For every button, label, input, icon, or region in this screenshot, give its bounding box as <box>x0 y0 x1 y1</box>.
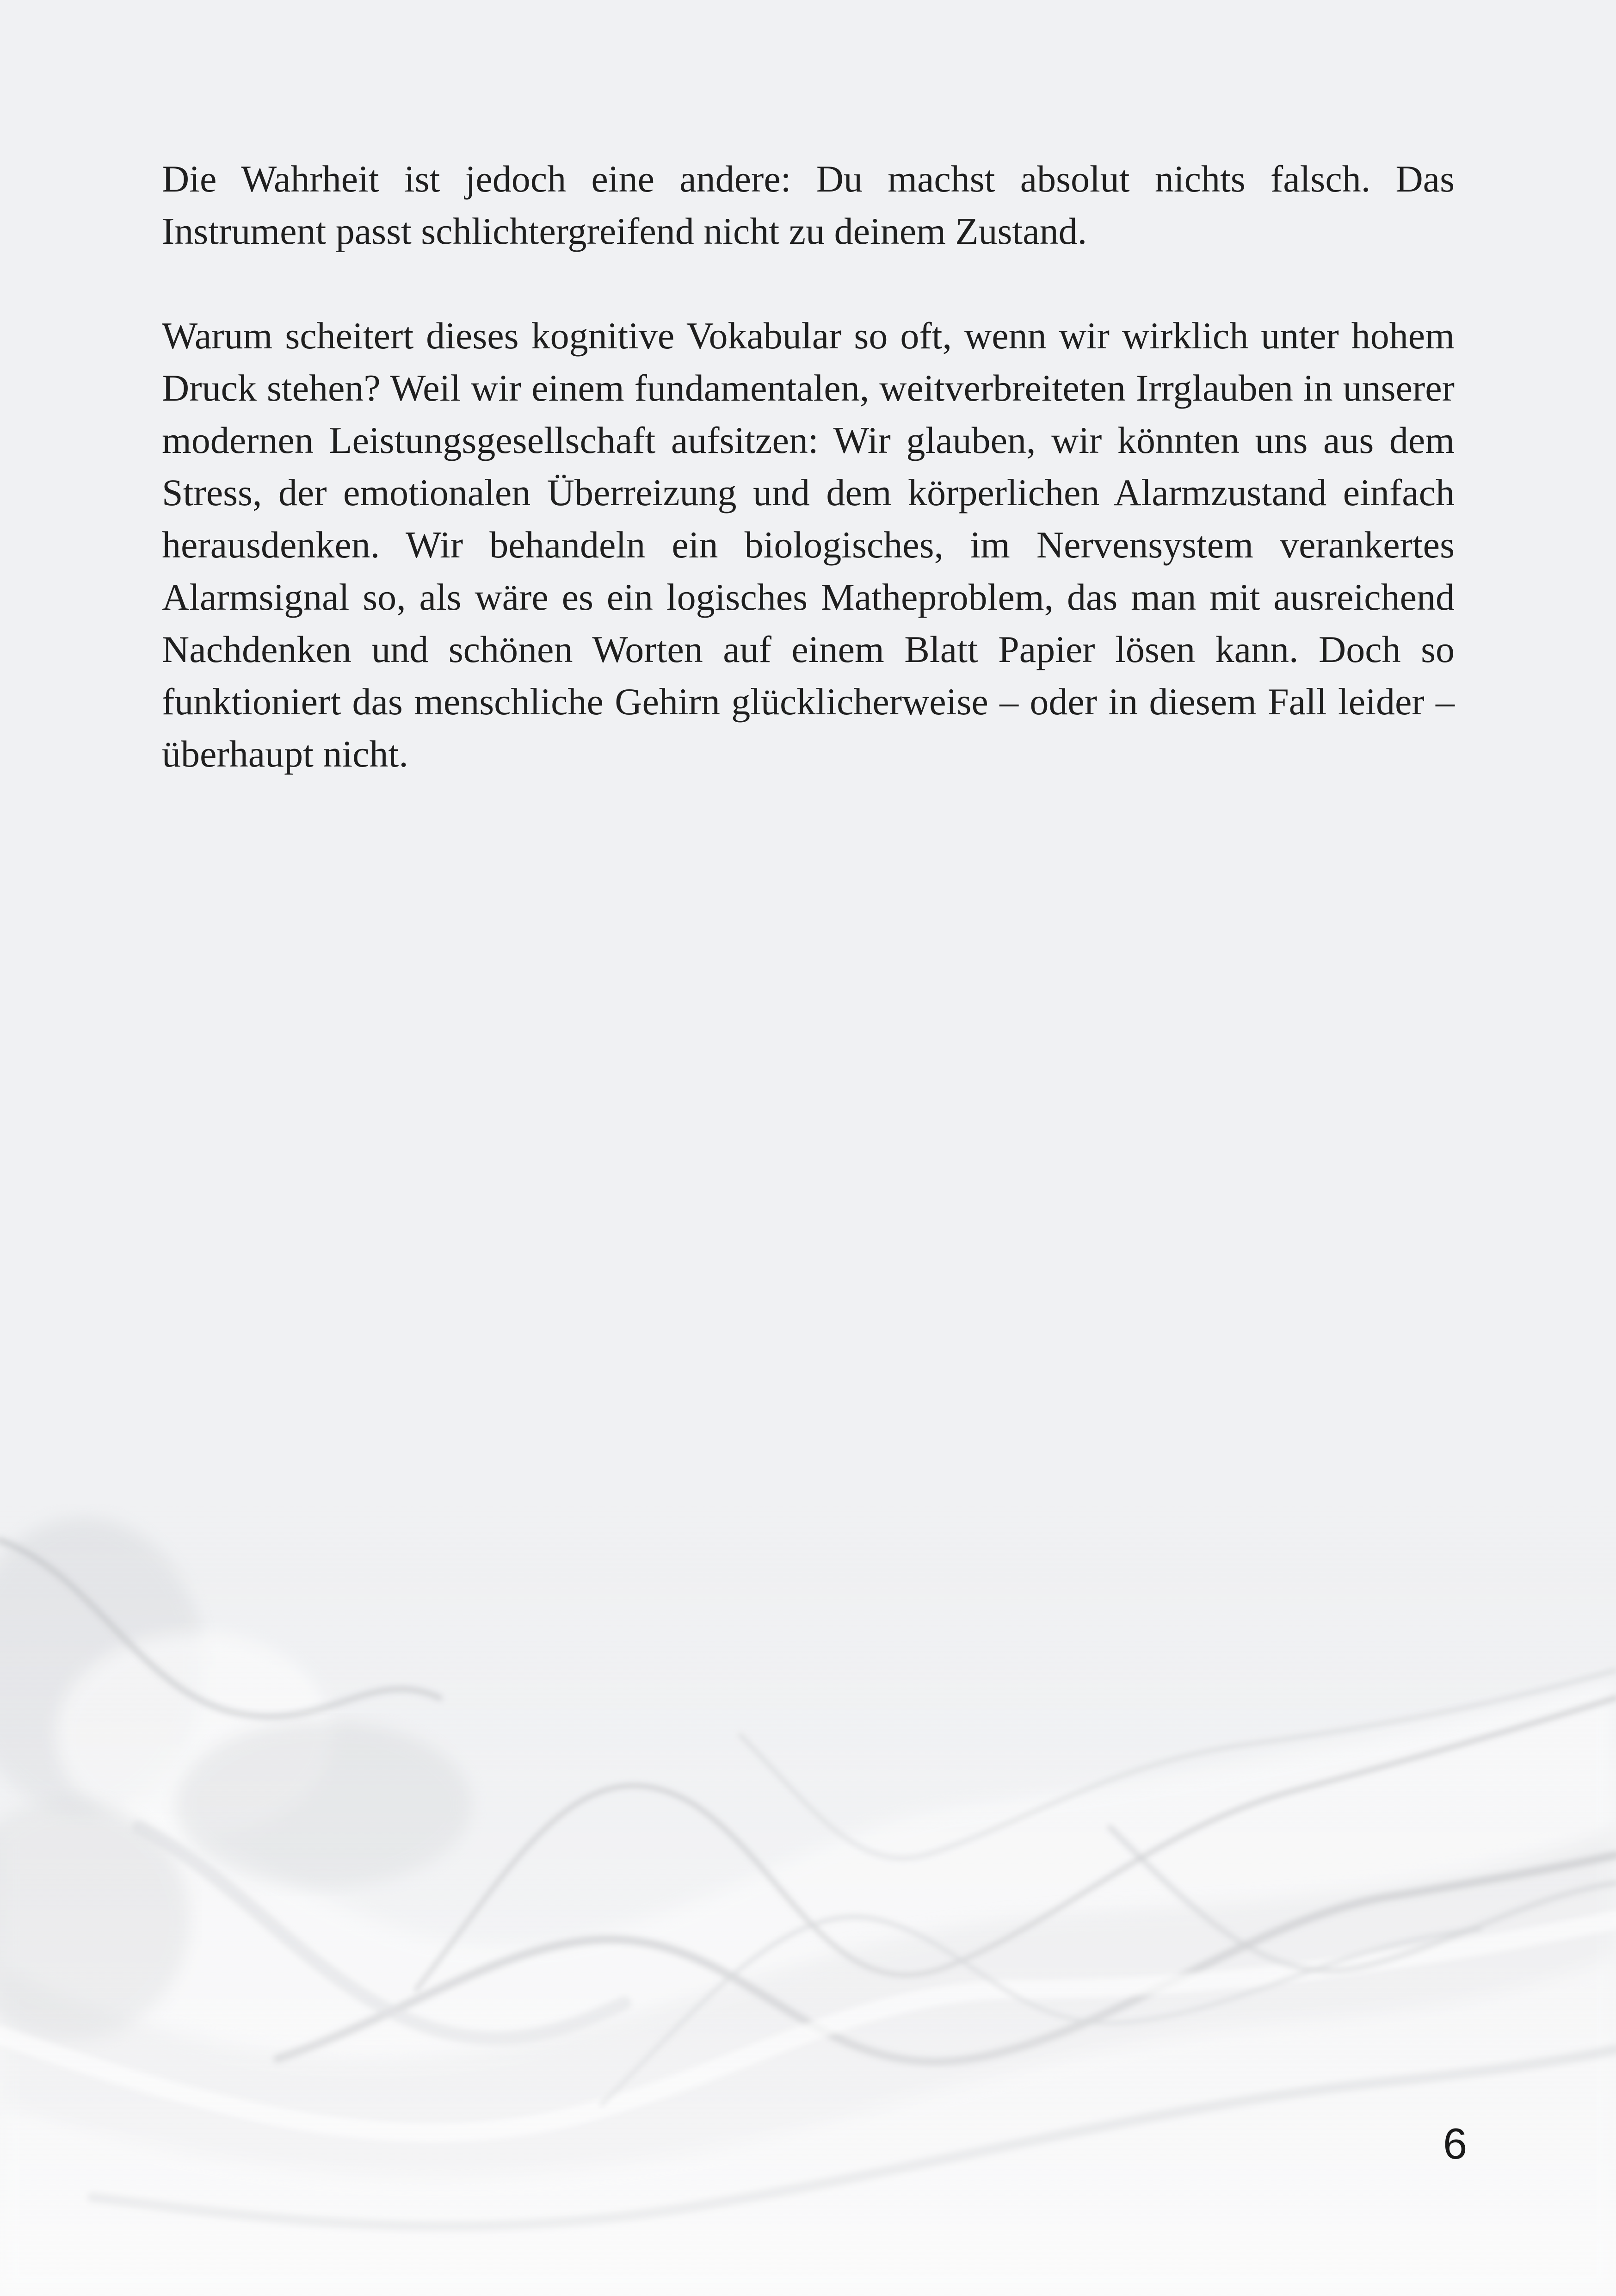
body-text <box>162 153 1455 832</box>
page-number: 6 <box>1443 2119 1468 2168</box>
smoke-fade <box>0 1504 1616 2296</box>
paragraph-1: Die Wahrheit ist jedoch eine andere: Du machst absolut nichts falsch. Das Instrument passt schlichtergreifend nicht zu deinem Zustand. <box>162 158 1455 252</box>
smoke-wave-icon <box>0 1504 1616 2296</box>
paragraph-2: Warum scheitert dieses kognitive Vokabular so oft, wenn wir wirklich unter hohem Druck stehen? Weil wir einem fundamentalen, weitverbreiteten Irrglauben in unserer modernen Leistungsgesellschaft aufsitzen: Wir glauben, wir könnten uns aus dem Stress, der emotionalen Überreizung und dem körperlichen Alarmzustand einfach herausdenken. Wir behandeln ein biologisches, im Nervensystem verankertes Alarmsignal so, als wäre es ein logisches Matheproblem, das man mit ausreichend Nachdenken und schönen Worten auf einem Blatt Papier lösen kann. Doch so funktioniert das menschliche Gehirn glücklicherweise – oder in diesem Fall leider – überhaupt nicht. <box>162 315 1455 775</box>
